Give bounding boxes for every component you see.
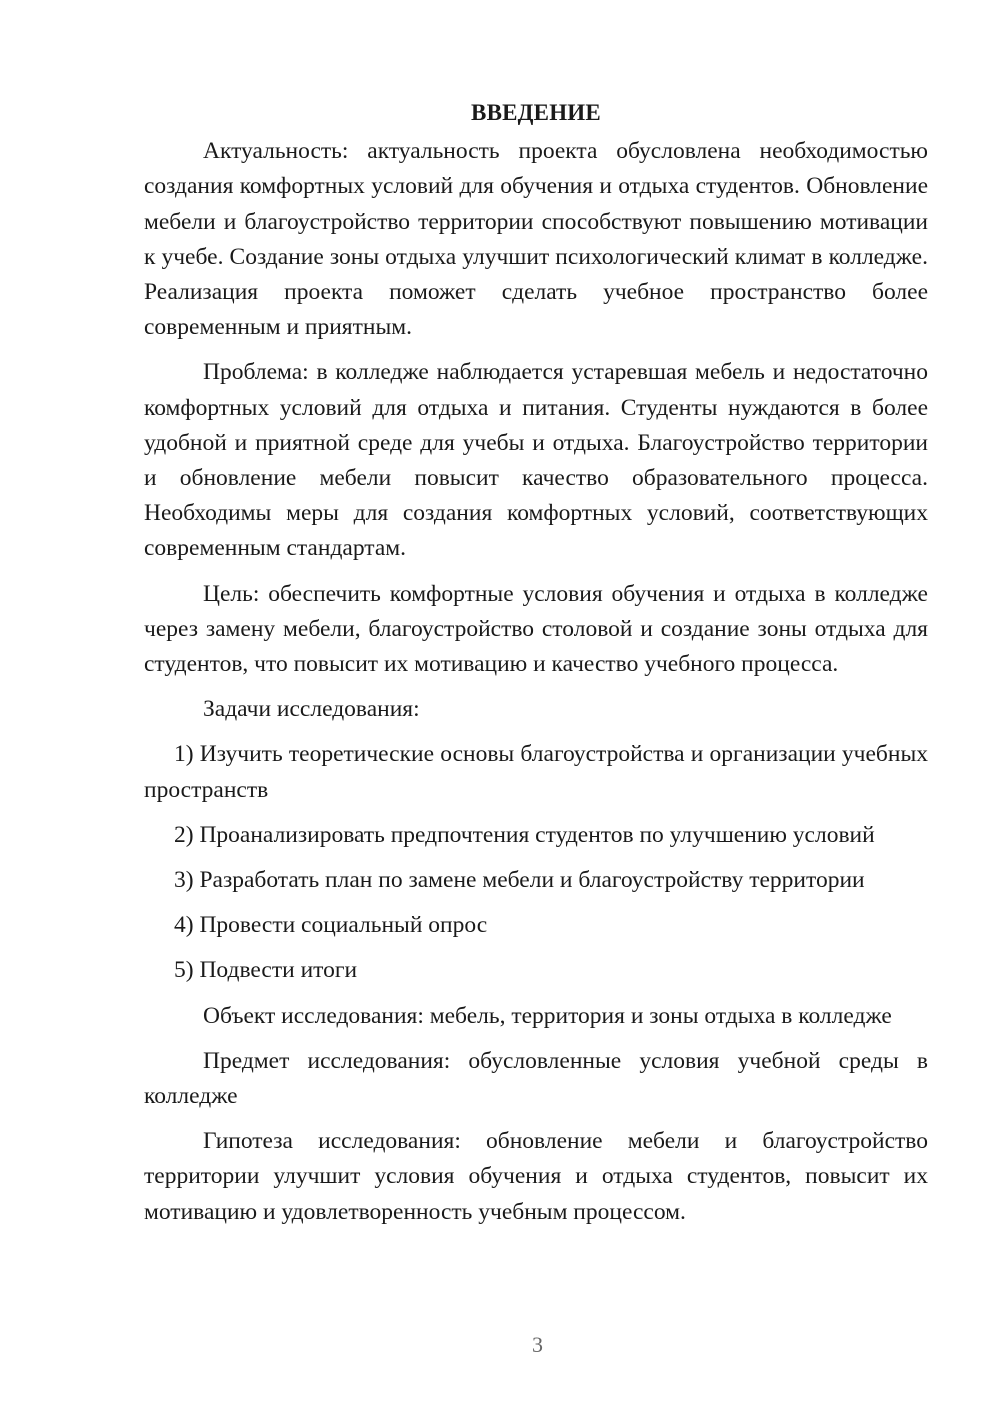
document-body xyxy=(144,95,928,1230)
subject-paragraph: Предмет исследования: обусловленные условия учебной среды в колледже xyxy=(144,1047,928,1110)
problem-paragraph: Проблема: в колледже наблюдается устаревшая мебель и недостаточно комфортных условий для отдыха и питания. Студенты нуждаются в более удобной и приятной среде для учебы и отдыха. Благоустройство территории и обновление мебели повысит качество образовательного процесса. Необходимы меры для создания комфортных условий, соответствующих современным стандартам. xyxy=(144,359,928,562)
task-item-2: 2) Проанализировать предпочтения студентов по улучшению условий xyxy=(174,821,875,848)
task-item-4: 4) Провести социальный опрос xyxy=(174,912,488,939)
object-paragraph: Объект исследования: мебель, территория и зоны отдыха в колледже xyxy=(203,1002,892,1029)
relevance-paragraph: Актуальность: актуальность проекта обусловлена необходимостью создания комфортных условий для обучения и отдыха студентов. Обновление мебели и благоустройство территории способствуют повышению мотивации к учебе. Создание зоны отдыха улучшит психологический климат в колледже. Реализация проекта поможет сделать учебное пространство более современным и приятным. xyxy=(144,138,928,341)
page-number: 3 xyxy=(532,1332,543,1357)
task-item-3: 3) Разработать план по замене мебели и благоустройству территории xyxy=(174,867,865,894)
page-title: ВВЕДЕНИЕ xyxy=(471,100,601,125)
hypothesis-paragraph: Гипотеза исследования: обновление мебели и благоустройство территории улучшит условия обучения и отдыха студентов, повысит их мотивацию и удовлетворенность учебным процессом. xyxy=(144,1128,928,1225)
task-item-5: 5) Подвести итоги xyxy=(174,957,358,984)
tasks-heading: Задачи исследования: xyxy=(203,696,420,723)
goal-paragraph: Цель: обеспечить комфортные условия обучения и отдыха в колледже через замену мебели, благоустройство столовой и создание зоны отдыха для студентов, что повысит их мотивацию и качество учебного процесса. xyxy=(144,580,928,678)
task-item-1: 1) Изучить теоретические основы благоустройства и организации учебных пространств xyxy=(144,741,928,803)
